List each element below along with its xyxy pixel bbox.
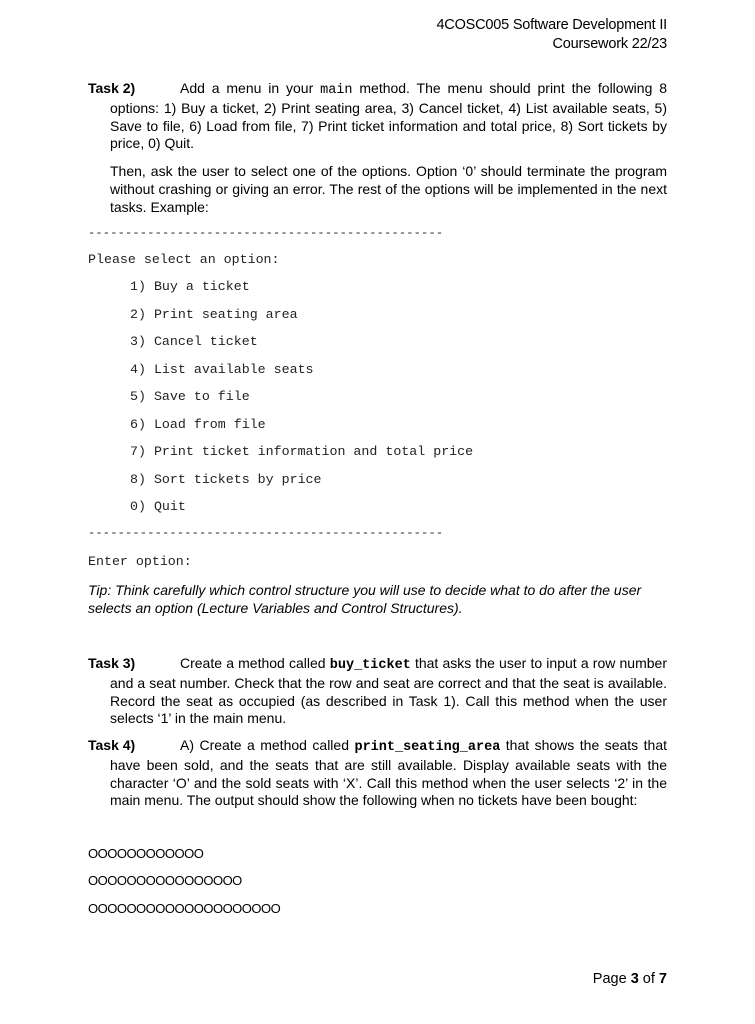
task-3	[88, 655, 667, 728]
task-2-label: Task 2)	[88, 80, 136, 96]
menu-option: 2) Print seating area	[130, 307, 298, 322]
menu-option: 6) Load from file	[130, 417, 266, 432]
menu-option: 4) List available seats	[130, 362, 314, 377]
task-3-paragraph: Task 3) Create a method called buy_ticket that asks the user to input a row number and a seat number. Check that the row and seat are correct and that the seat is available. Record the seat as occupied (as described in Task 1). Call this method when the user selects ‘1’ in the main menu.	[88, 655, 667, 727]
document-header	[436, 16, 667, 54]
menu-prompt: Please select an option:	[88, 252, 280, 267]
task-3-label: Task 3)	[88, 655, 136, 671]
inline-code-print-seating-area: print_seating_area	[354, 740, 501, 755]
seating-row-2: OOOOOOOOOOOOOOOO	[88, 873, 242, 888]
menu-option: 8) Sort tickets by price	[130, 472, 322, 487]
menu-option: 5) Save to file	[130, 389, 250, 404]
menu-option: 0) Quit	[130, 499, 186, 514]
menu-option: 1) Buy a ticket	[130, 279, 250, 294]
task-4	[88, 737, 667, 810]
menu-separator-bottom: ------------------------------------------------	[88, 526, 444, 540]
task-2-paragraph-2: Then, ask the user to select one of the options. Option ‘0’ should terminate the program without crashing or giving an error. The rest of the options will be implemented in the next tasks. Example:	[110, 163, 667, 215]
task-4-paragraph: Task 4) A) Create a method called print_seating_area that shows the seats that have been sold, and the seats that are still available. Display available seats with the character ‘O’ and the sold seats with ‘X’. Call this method when the user selects ‘2’ in the main menu. The output should show the following when no tickets have been bought:	[88, 737, 667, 809]
menu-option: 3) Cancel ticket	[130, 334, 258, 349]
menu-option: 7) Print ticket information and total price	[130, 444, 474, 459]
total-pages: 7	[658, 971, 667, 987]
page-number: Page 3 of 7	[592, 971, 667, 987]
coursework-label: Coursework 22/23	[552, 36, 667, 52]
course-title: 4COSC005 Software Development II	[436, 17, 667, 33]
inline-code-main: main	[320, 83, 353, 98]
task-2-paragraph-1: Task 2) Add a menu in your main method. The menu should print the following 8 options: 1) Buy a ticket, 2) Print seating area, 3) Cancel ticket, 4) List available seats, 5) Save to file, 6) Load from file, 7) Print ticket information and total price, 8) Sort tickets by price, 0) Quit.	[88, 80, 668, 152]
seating-row-1: OOOOOOOOOOOO	[88, 846, 204, 861]
enter-option-prompt: Enter option:	[88, 554, 192, 569]
menu-separator-top: ------------------------------------------------	[88, 226, 444, 240]
current-page: 3	[630, 971, 639, 987]
tip-note: Tip: Think carefully which control structure you will use to decide what to do after the user selects an option (Lecture Variables and Control Structures).	[88, 582, 642, 616]
seating-row-3: OOOOOOOOOOOOOOOOOOOO	[88, 901, 281, 916]
task-2	[88, 80, 667, 217]
task-4-label: Task 4)	[88, 737, 136, 753]
inline-code-buy-ticket: buy_ticket	[329, 658, 411, 673]
